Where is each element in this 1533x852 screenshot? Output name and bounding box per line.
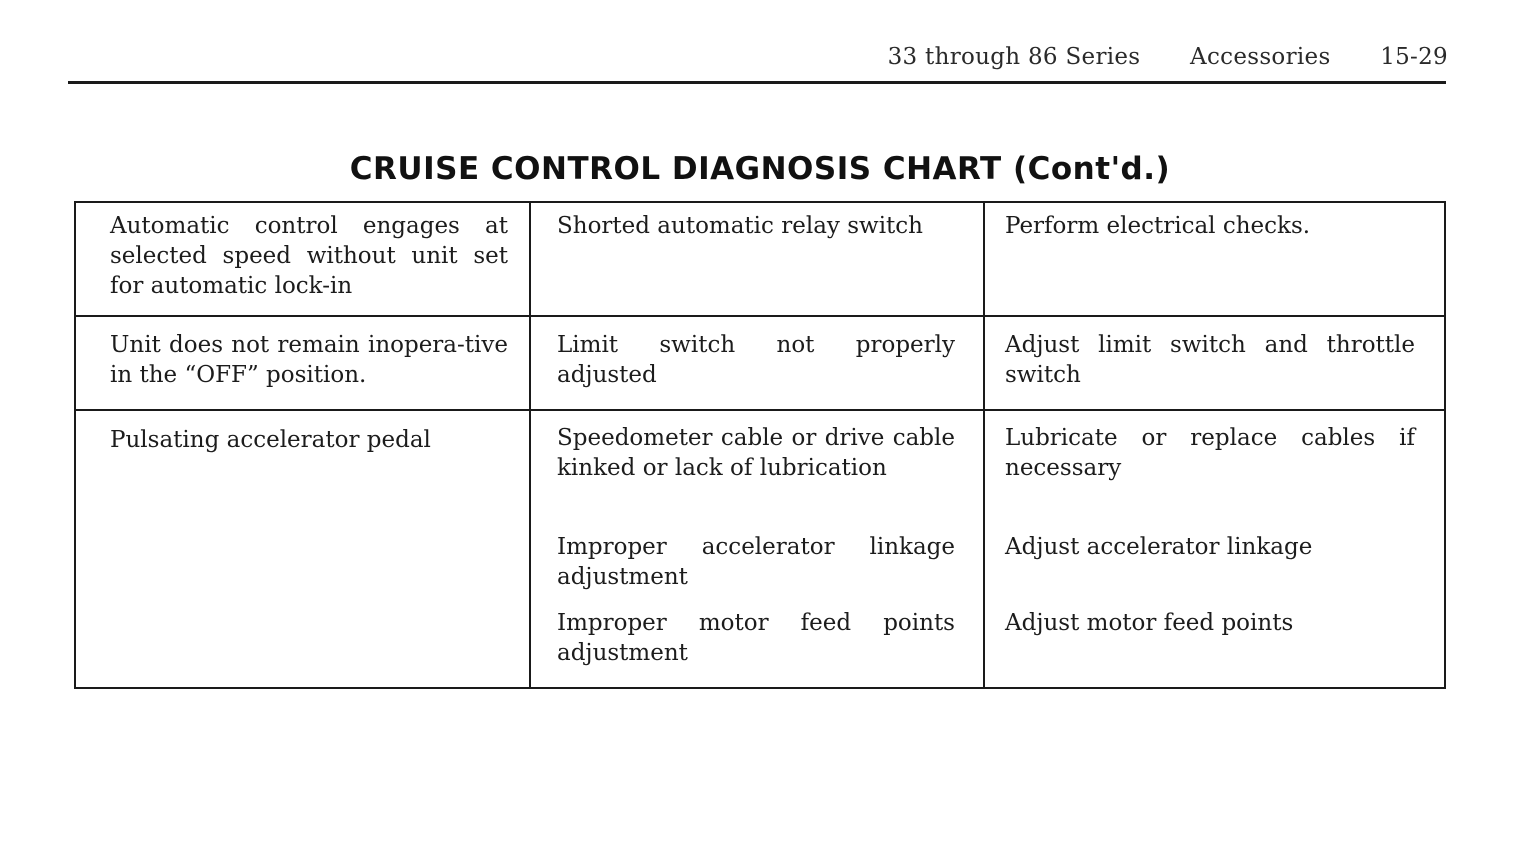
- cause-cell: Speedometer cable or drive cable kinked or lack of lubrication: [557, 425, 955, 481]
- condition-cell: Unit does not remain inopera-tive in the “OFF” position.: [110, 332, 508, 388]
- correction-cell: Adjust accelerator linkage: [1005, 534, 1313, 560]
- header-rule: [68, 81, 1446, 84]
- series-label: 33 through 86 Series: [887, 44, 1141, 70]
- correction-cell: Lubricate or replace cables if necessary: [1005, 425, 1415, 481]
- table-row: [76, 411, 1444, 687]
- page-header: [888, 44, 1448, 70]
- table-row: [76, 317, 1444, 411]
- correction-cell: Adjust motor feed points: [1005, 610, 1294, 636]
- section-label: Accessories: [1190, 44, 1331, 70]
- correction-cell: Perform electrical checks.: [1005, 213, 1311, 239]
- chart-title: CRUISE CONTROL DIAGNOSIS CHART (Cont'd.): [349, 151, 1171, 187]
- page-number: 15-29: [1380, 44, 1448, 70]
- cause-cell: Improper motor feed points adjustment: [557, 610, 955, 666]
- correction-cell: Adjust limit switch and throttle switch: [1005, 332, 1415, 388]
- diagnosis-table: [74, 201, 1446, 689]
- table-row: [76, 203, 1444, 317]
- condition-cell: Automatic control engages at selected speed without unit set for automatic lock-in: [110, 213, 508, 299]
- condition-cell: Pulsating accelerator pedal: [110, 427, 431, 453]
- cause-cell: Shorted automatic relay switch: [557, 213, 923, 239]
- cause-cell: Limit switch not properly adjusted: [557, 332, 955, 388]
- cause-cell: Improper accelerator linkage adjustment: [557, 534, 955, 590]
